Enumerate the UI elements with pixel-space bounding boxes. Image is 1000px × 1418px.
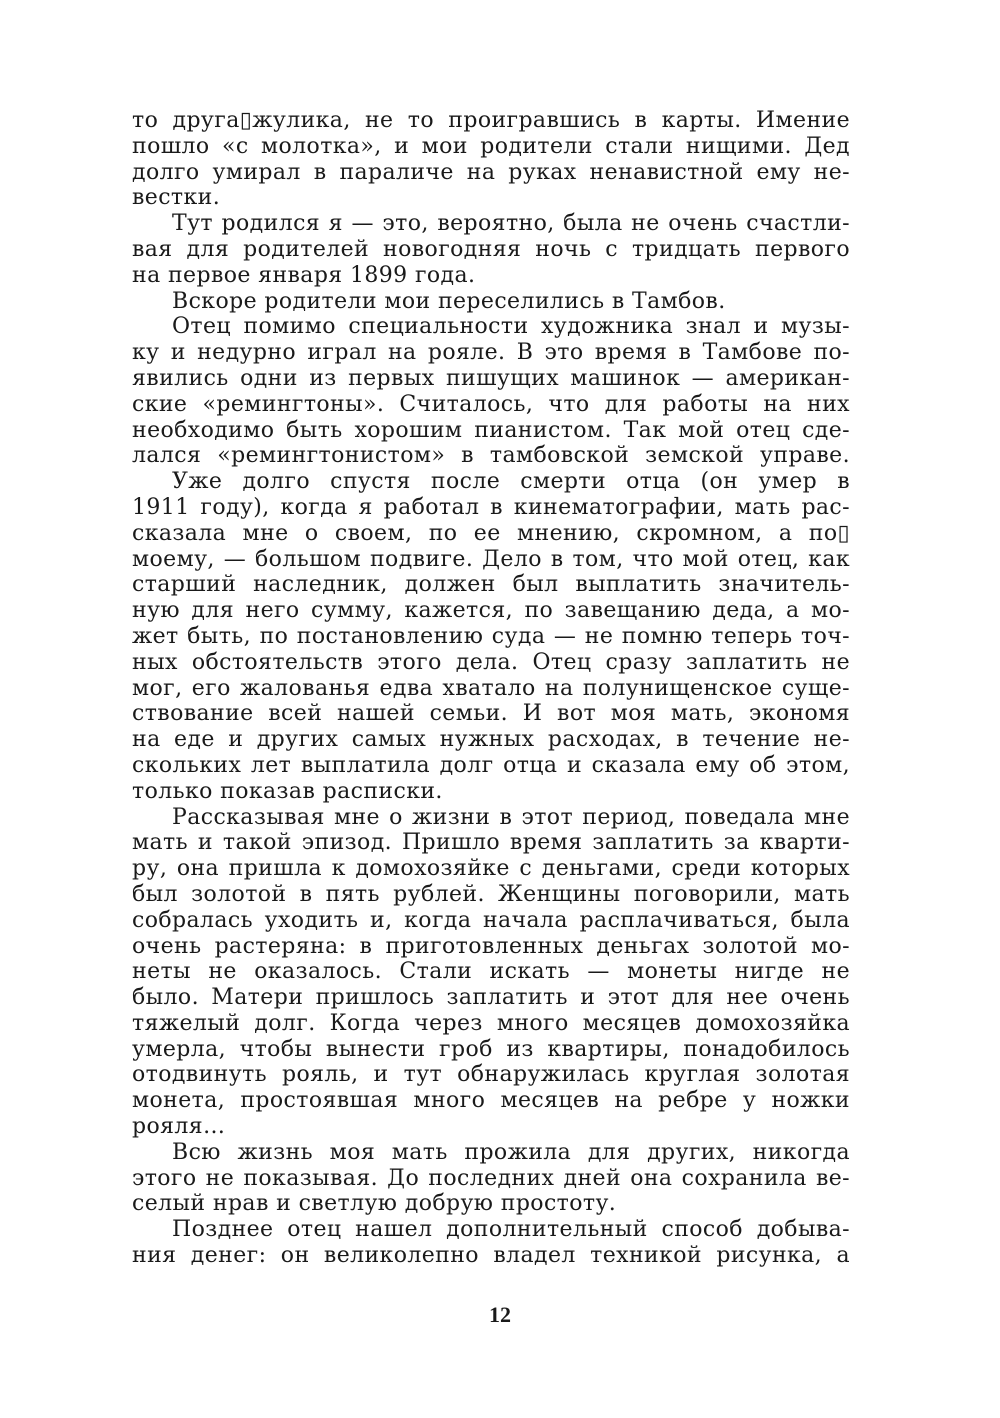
text-line: Всю жизнь моя мать прожила для других, никогда (172, 1139, 850, 1165)
text-line: ствование всей нашей семьи. И вот моя мать, экономя (132, 701, 850, 727)
text-line: ную для него сумму, кажется, по завещанию деда, а мо- (132, 598, 850, 624)
text-line: 1911 году), когда я работал в кинематографии, мать рас- (132, 494, 850, 520)
text-line: селый нрав и светлую добрую простоту. (132, 1191, 617, 1217)
text-line: мог, его жалованья едва хватало на полунищенское суще- (132, 675, 850, 701)
text-line: Позднее отец нашел дополнительный способ добыва- (172, 1217, 850, 1243)
text-line: то друга▯жулика, не то проигравшись в карты. Имение (132, 108, 850, 133)
text-line: был золотой в пять рублей. Женщины поговорили, мать (132, 881, 850, 907)
text-line: сказала мне о своем, по ее мнению, скромном, а по▯ (132, 520, 850, 546)
text-line: лался «ремингтонистом» в тамбовской земской управе. (132, 443, 850, 469)
text-line: Отец помимо специальности художника знал и музы- (172, 314, 850, 340)
text-line: монета, простоявшая много месяцев на ребре у ножки (132, 1088, 850, 1114)
text-line: собралась уходить и, когда начала расплачиваться, была (132, 907, 850, 933)
text-line: ния денег: он великолепно владел техникой рисунка, а (132, 1243, 850, 1269)
page-number: 12 (489, 1302, 511, 1327)
text-line: на еде и других самых нужных расходах, в течение не- (132, 727, 850, 753)
text-line: Рассказывая мне о жизни в этот период, поведала мне (172, 804, 850, 830)
text-line: ных обстоятельств этого дела. Отец сразу заплатить не (132, 649, 850, 675)
text-line: вая для родителей новогодняя ночь с тридцать первого (132, 236, 850, 262)
text-line: долго умирал в параличе на руках ненавистной ему не- (132, 159, 850, 185)
text-line: умерла, чтобы вынести гроб из квартиры, понадобилось (132, 1036, 850, 1062)
text-line: этого не показывая. До последних дней она сохранила ве- (132, 1165, 850, 1191)
text-line: Уже долго спустя после смерти отца (он умер в (172, 469, 850, 495)
text-line: Вскоре родители мои переселились в Тамбов. (172, 288, 726, 314)
text-line: старший наследник, должен был выплатить значитель- (132, 572, 850, 598)
text-line: очень растеряна: в приготовленных деньгах золотой мо- (132, 933, 850, 959)
text-line: ские «ремингтоны». Считалось, что для работы на них (132, 391, 850, 417)
text-line: явились одни из первых пишущих машинок — американ- (132, 365, 850, 391)
text-line: Тут родился я — это, вероятно, была не очень счастли- (172, 211, 850, 237)
text-line: тяжелый долг. Когда через много месяцев домохозяйка (132, 1010, 850, 1036)
text-line: пошло «с молотка», и мои родители стали нищими. Дед (132, 133, 850, 159)
text-line: рояля… (132, 1114, 226, 1140)
text-line: вестки. (132, 185, 221, 211)
text-line: ку и недурно играл на рояле. В это время в Тамбове по- (132, 340, 850, 366)
text-line: мать и такой эпизод. Пришло время заплатить за кварти- (132, 830, 850, 856)
text-line: скольких лет выплатила долг отца и сказала ему об этом, (132, 752, 850, 778)
text-line: только показав расписки. (132, 778, 443, 804)
text-line: было. Матери пришлось заплатить и этот для нее очень (132, 985, 850, 1011)
text-line: на первое января 1899 года. (132, 262, 476, 288)
text-line: необходимо быть хорошим пианистом. Так мой отец сде- (132, 417, 850, 443)
text-line: отодвинуть рояль, и тут обнаружилась круглая золотая (132, 1062, 850, 1088)
text-line: моему, — большом подвиге. Дело в том, что мой отец, как (132, 546, 850, 572)
body-text (132, 108, 850, 1269)
text-line: жет быть, по постановлению суда — не помню теперь точ- (132, 623, 850, 649)
text-line: ру, она пришла к домохозяйке с деньгами, среди которых (132, 856, 850, 882)
text-line: неты не оказалось. Стали искать — монеты нигде не (132, 959, 850, 985)
